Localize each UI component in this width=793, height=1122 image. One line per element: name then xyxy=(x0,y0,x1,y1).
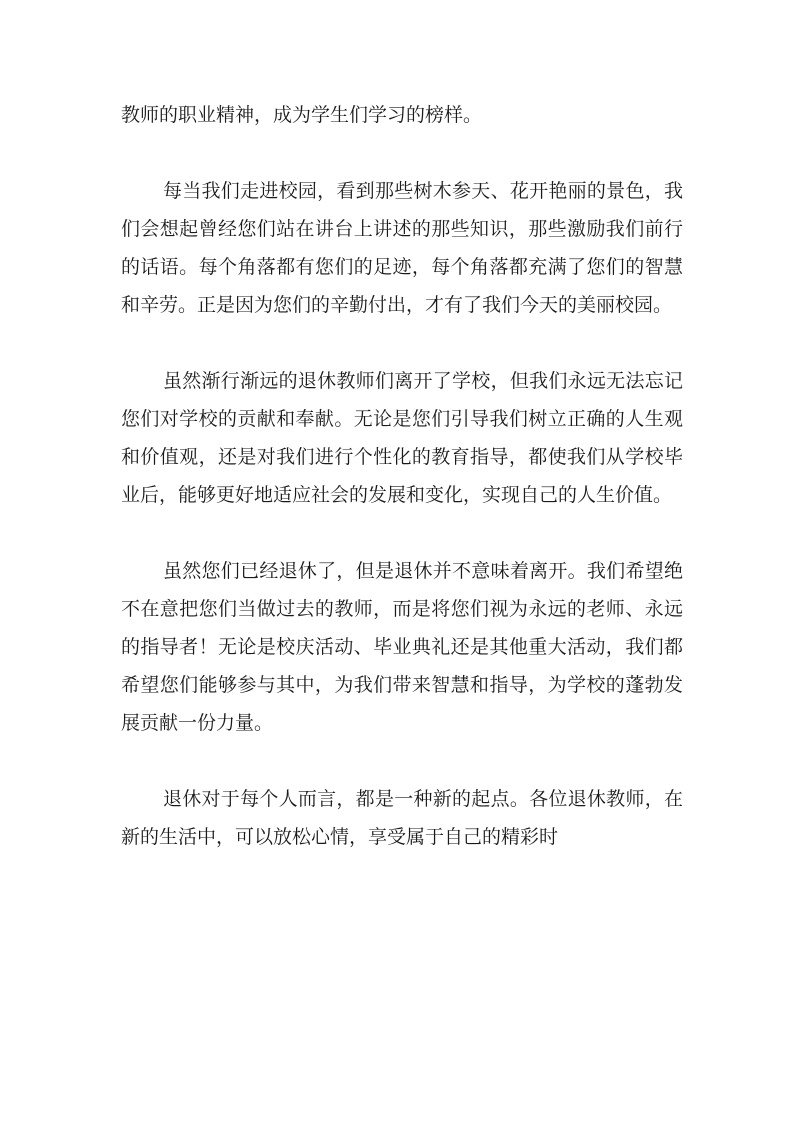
body-text xyxy=(121,96,683,894)
paragraph-campus: 每当我们走进校园，看到那些树木参天、花开艳丽的景色，我们会想起曾经您们站在讲台上讲述的那些知识，那些激励我们前行的话语。每个角落都有您们的足迹，每个角落都充满了您们的智慧和辛劳。正是因为您们的辛勤付出，才有了我们今天的美丽校园。 xyxy=(121,180,683,316)
paragraph-continuation: 教师的职业精神，成为学生们学习的榜样。 xyxy=(121,104,483,126)
paragraph-participation: 虽然您们已经退休了，但是退休并不意味着离开。我们希望绝不在意把您们当做过去的教师，而是将您们视为永远的老师、永远的指导者！无论是校庆活动、毕业典礼还是其他重大活动，我们都希望您们能够参与其中，为我们带来智慧和指导，为学校的蓬勃发展贡献一份力量。 xyxy=(121,560,683,734)
paragraph-contribution: 虽然渐行渐远的退休教师们离开了学校，但我们永远无法忘记您们对学校的贡献和奉献。无论是您们引导我们树立正确的人生观和价值观，还是对我们进行个性化的教育指导，都使我们从学校毕业后，能够更好地适应社会的发展和变化，实现自己的人生价值。 xyxy=(121,370,683,506)
paragraph-new-start: 退休对于每个人而言，都是一种新的起点。各位退休教师，在新的生活中，可以放松心情，享受属于自己的精彩时 xyxy=(121,788,683,848)
